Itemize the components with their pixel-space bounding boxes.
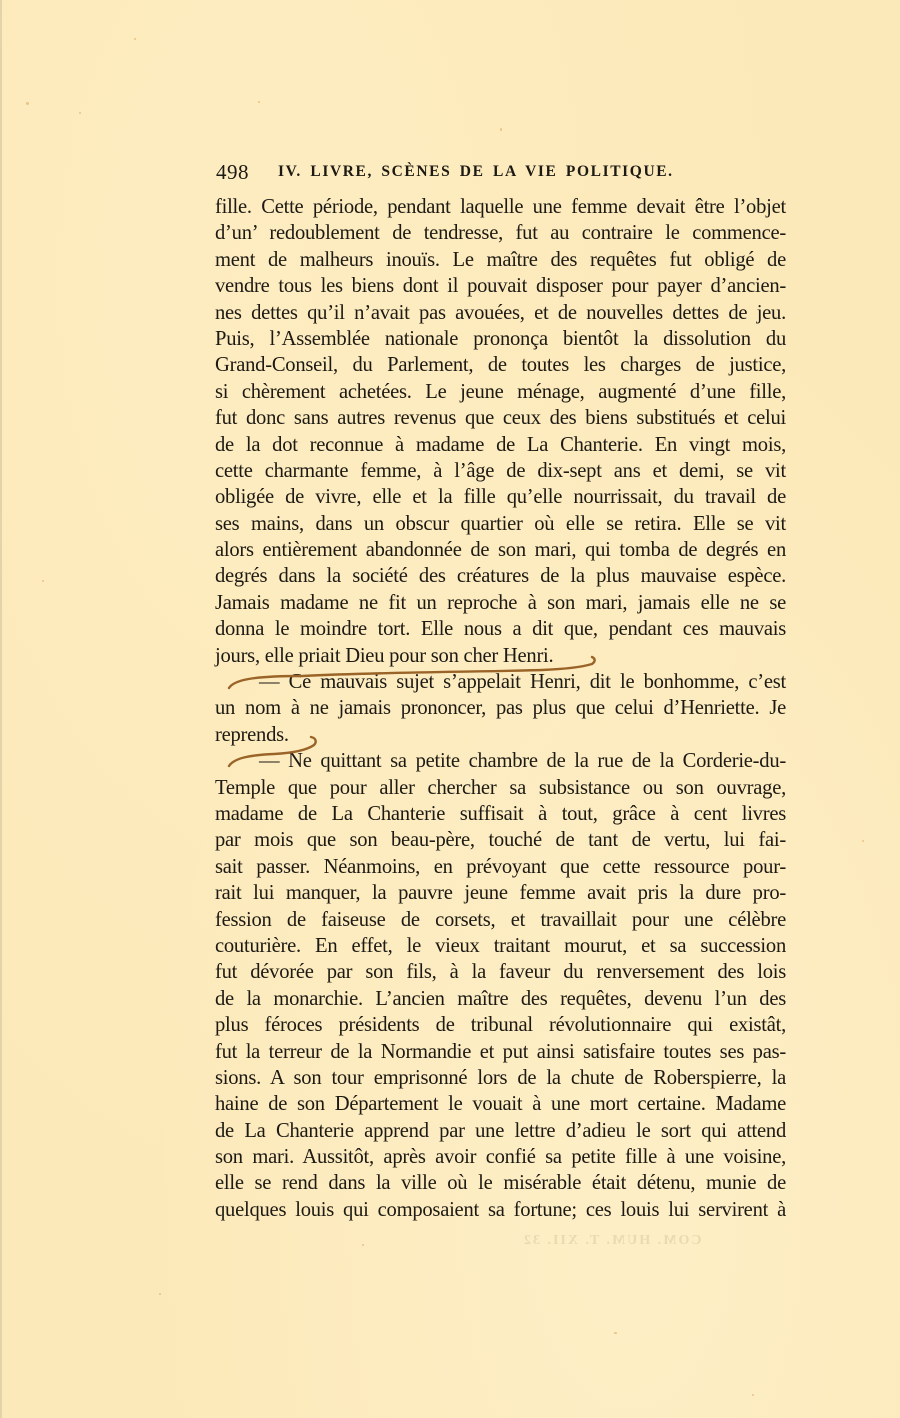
page-number: 498 — [216, 160, 249, 184]
text-line: de La Chanterie apprend par une lettre d’adieu le sort qui attend — [215, 1119, 786, 1142]
text-line: reprends. — [215, 723, 289, 746]
text-line: par mois que son beau-père, touché de tant de vertu, lui fai- — [215, 829, 786, 852]
paper-speck — [258, 101, 260, 103]
text-line: cette charmante femme, à l’âge de dix-sept ans et demi, se vit — [215, 459, 786, 482]
paper-speck — [134, 38, 136, 40]
paper-speck — [159, 1293, 161, 1295]
text-line: madame de La Chanterie suffisait à tout, grâce à cent livres — [215, 802, 786, 825]
paper-speck — [500, 128, 502, 131]
body-text — [215, 194, 786, 1223]
text-line: couturière. En effet, le vieux traitant mourut, et sa succession — [215, 934, 786, 957]
text-line: degrés dans la société des créatures de la plus mauvaise espèce. — [215, 565, 786, 588]
paper-speck — [42, 580, 44, 582]
paper-speck — [862, 840, 864, 842]
show-through-text: COM. HUM. T. XII. 32 — [522, 1233, 702, 1248]
text-line: Grand-Conseil, du Parlement, de toutes les charges de justice, — [215, 354, 786, 377]
text-line: donna le moindre tort. Elle nous a dit que, pendant ces mauvais — [215, 618, 786, 641]
text-line: de la monarchie. L’ancien maître des requêtes, devenu l’un des — [215, 987, 786, 1010]
running-header — [216, 160, 786, 190]
text-line: elle se rend dans la ville où le misérable était détenu, munie de — [215, 1172, 786, 1195]
text-line: fille. Cette période, pendant laquelle une femme devait être l’objet — [215, 196, 786, 218]
text-line: quelques louis qui composaient sa fortune; ces louis lui servirent à — [215, 1198, 786, 1221]
dialogue-line: — Ce mauvais sujet s’appelait Henri, dit le bonhomme, c’est — [259, 671, 786, 694]
text-line: fut la terreur de la Normandie et put ainsi satisfaire toutes ses pas- — [215, 1040, 786, 1063]
text-line: obligée de vivre, elle et la fille qu’elle nourrissait, du travail de — [215, 486, 786, 509]
text-line: son mari. Aussitôt, après avoir confié sa petite fille à une voisine, — [215, 1146, 786, 1169]
text-line: d’un’ redoublement de tendresse, fut au contraire le commence- — [215, 222, 786, 245]
text-line: nes dettes qu’il n’avait pas avouées, et de nouvelles dettes de jeu. — [215, 301, 786, 324]
text-line: haine de son Département le vouait à une mort certaine. Madame — [215, 1093, 786, 1116]
text-line: si chèrement achetées. Le jeune ménage, augmenté d’une fille, — [215, 380, 786, 403]
text-line: sait passer. Néanmoins, en prévoyant que cette ressource pour- — [215, 855, 786, 878]
text-line: ses mains, dans un obscur quartier où elle se retira. Elle se vit — [215, 512, 786, 535]
text-line: alors entièrement abandonnée de son mari, qui tomba de degrés en — [215, 539, 786, 562]
paper-speck — [26, 102, 29, 105]
paper-speck — [614, 1332, 617, 1334]
paper-speck — [362, 1244, 364, 1246]
dialogue-line: — Ne quittant sa petite chambre de la rue de la Corderie-du- — [259, 750, 786, 773]
text-line: fut donc sans autres revenus que ceux des biens substitués et celui — [215, 407, 786, 430]
text-line: sions. A son tour emprisonné lors de la chute de Roberspierre, la — [215, 1066, 786, 1089]
text-line: plus féroces présidents de tribunal révolutionnaire qui existât, — [215, 1014, 786, 1037]
text-line: jours, elle priait Dieu pour son cher Henri. — [215, 644, 554, 667]
paper-speck — [79, 112, 81, 114]
text-line: de la dot reconnue à madame de La Chanterie. En vingt mois, — [215, 433, 786, 456]
text-line: Puis, l’Assemblée nationale prononça bientôt la dissolution du — [215, 327, 786, 350]
text-line: rait lui manquer, la pauvre jeune femme avait pris la dure pro- — [215, 882, 786, 905]
text-line: fut dévorée par son fils, à la faveur du renversement des lois — [215, 961, 786, 984]
text-line: Jamais madame ne fit un reproche à son mari, jamais elle ne se — [215, 591, 786, 614]
text-line: Temple que pour aller chercher sa subsistance ou son ouvrage, — [215, 776, 786, 799]
text-line: un nom à ne jamais prononcer, pas plus que celui d’Henriette. Je — [215, 697, 786, 720]
running-title: IV. LIVRE, SCÈNES DE LA VIE POLITIQUE. — [278, 163, 674, 180]
paper-speck — [752, 1394, 754, 1396]
text-line: vendre tous les biens dont il pouvait disposer pour payer d’ancien- — [215, 275, 786, 298]
text-line: ment de malheurs inouïs. Le maître des requêtes fut obligé de — [215, 248, 786, 271]
text-line: fession de faiseuse de corsets, et travaillait pour une célèbre — [215, 908, 786, 931]
